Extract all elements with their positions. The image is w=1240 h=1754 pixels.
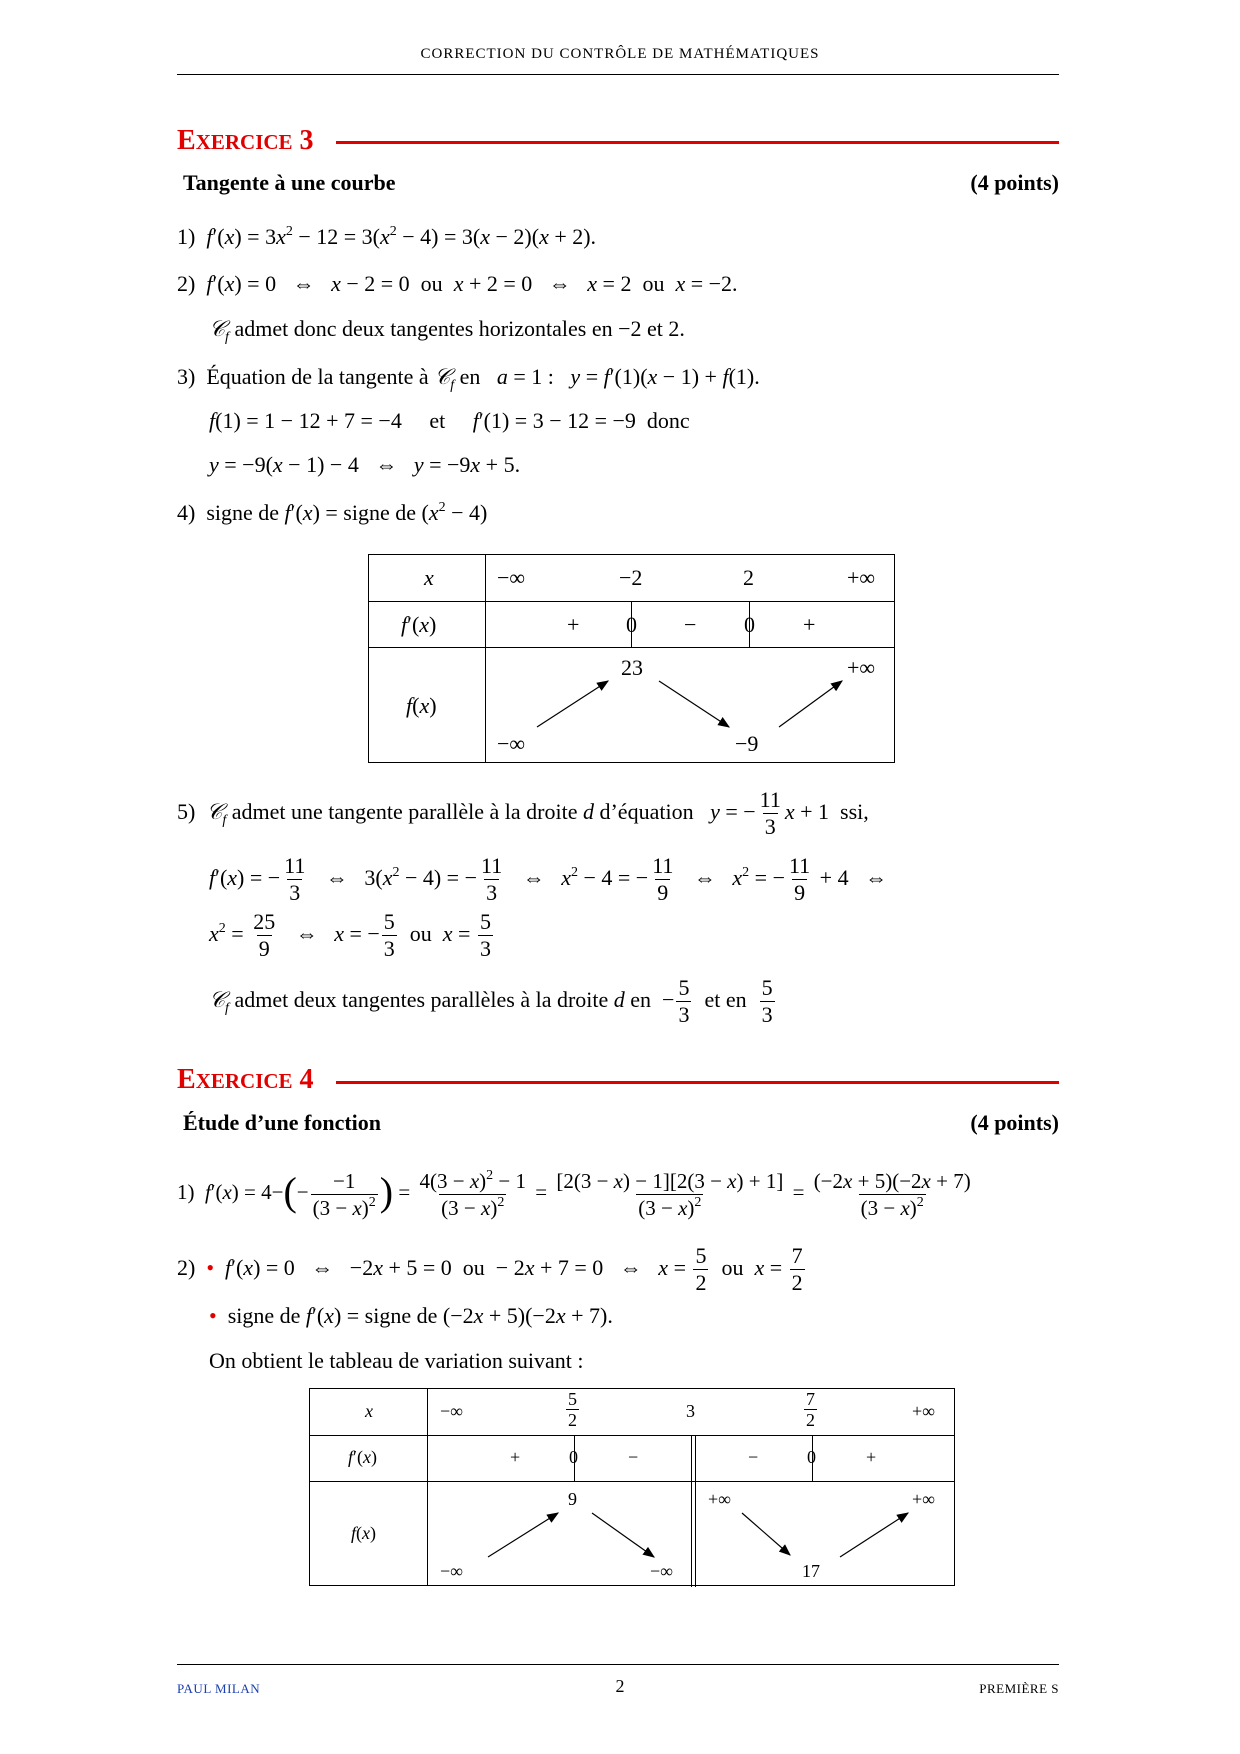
sign-zero: 0: [626, 612, 637, 637]
ex3-q2: 2) f′(x) = 0 ⇔ x − 2 = 0 ou x + 2 = 0 ⇔ x = 2 ou x = −2.: [177, 271, 738, 296]
page-number: 2: [615, 1676, 625, 1696]
table-x-value: −2: [619, 565, 643, 590]
sign-zero: 0: [744, 612, 755, 637]
sign: +: [866, 1447, 877, 1467]
ex3-q3: 3) Équation de la tangente à 𝒞$_f$ en a = 1 : y = f′(1)(x − 1) + f(1).: [177, 364, 760, 393]
exercise-4-points: (4 points): [970, 1110, 1059, 1135]
exercise-4-subtitle: Étude d’une fonction: [183, 1110, 382, 1135]
sign: −: [684, 612, 697, 637]
sign-zero: 0: [569, 1447, 578, 1467]
ex4-variation-table: [309, 1388, 955, 1586]
ex4-q1: 1) f′(x) = 4−(− $\frac{-1}{(3 - x)^2}$ ) = $\frac{4(3 - x)^2 - 1}{(3 - x)^2}$ = $\frac{[2(3 - x) - 1][2(3 - x) + 1]}{(3 - x)^2}$ = $\frac{(-2x + 5)(-2x + 7)}{(3 - x)^2}$: [177, 1167, 971, 1220]
ex4-q2-sign: • signe de f′(x) = signe de (−2x + 5)(−2x + 7).: [209, 1303, 613, 1328]
table-fp-label: f′(x): [348, 1447, 377, 1467]
table-x-value: −∞: [497, 565, 526, 590]
f-value: 23: [621, 655, 643, 680]
footer-level: PREMIÈRE S: [979, 1681, 1059, 1696]
ex3-q2-conclusion: 𝒞$_f$ admet donc deux tangentes horizontales en −2 et 2.: [209, 316, 685, 345]
ex3-q5-line2: f′(x) = − $\frac{11}{3}$ ⇔ $3(x^2 - 4)$ = − $\frac{11}{3}$ ⇔ $x^2 - 4$ = − $\frac{11}{9}$ ⇔ $x^2$ = − $\frac{11}{9}$ + 4 ⇔: [209, 853, 888, 906]
ex3-q3-line2: f(1) = 1 − 12 + 7 = −4 et f′(1) = 3 − 12 = −9 donc: [209, 408, 690, 433]
f-value: 9: [568, 1489, 577, 1509]
table-f-label: f(x): [351, 1523, 377, 1543]
f-value: −∞: [650, 1561, 673, 1581]
table-f-label: f(x): [406, 693, 437, 718]
f-value: +∞: [912, 1489, 935, 1509]
f-value: +∞: [847, 655, 876, 680]
table-x-value: 2: [743, 565, 754, 590]
table-x-label: x: [424, 565, 434, 590]
exercise-3-title: EXERCICE 3: [177, 125, 314, 156]
f-value: −9: [735, 731, 759, 756]
exercise-3-rule: [336, 141, 1059, 144]
sign: −: [748, 1447, 759, 1467]
ex3-q5-line3: $x^2$ = $\frac{25}{9}$ ⇔ x = − $\frac{5}{3}$ ou x = $\frac{5}{3}$: [209, 909, 491, 962]
ex3-q4: 4) signe de f′(x) = signe de $(x^2 - 4)$: [177, 500, 488, 525]
ex3-variation-table: [368, 554, 895, 763]
f-value: +∞: [708, 1489, 731, 1509]
f-value: 17: [802, 1561, 820, 1581]
f-value: −∞: [497, 731, 526, 756]
table-x-value: −∞: [440, 1401, 463, 1421]
ex4-q2: 2) • f′(x) = 0 ⇔ −2x + 5 = 0 ou − 2x + 7 = 0 ⇔ x = $\frac{5}{2}$ ou x = $\frac{7}{2}$: [177, 1243, 803, 1296]
header-rule: [177, 74, 1059, 75]
exercise-4-title: EXERCICE 4: [177, 1064, 314, 1095]
page-header: CORRECTION DU CONTRÔLE DE MATHÉMATIQUES: [420, 46, 820, 62]
sign: +: [567, 612, 580, 637]
table-x-value: $\frac{7}{2}$: [806, 1389, 815, 1430]
footer-author: PAUL MILAN: [177, 1681, 261, 1696]
exercise-4-rule: [336, 1081, 1059, 1084]
sign: −: [628, 1447, 639, 1467]
table-x-value: +∞: [912, 1401, 935, 1421]
table-x-value: 3: [686, 1401, 695, 1421]
f-value: −∞: [440, 1561, 463, 1581]
table-x-label: x: [365, 1401, 373, 1421]
sign: +: [510, 1447, 521, 1467]
variation-arrows: [369, 555, 896, 764]
ex3-q1: 1) $f'(x) = 3x^2 - 12 = 3(x^2 - 4) = 3(x - 2)(x + 2)$.: [177, 224, 597, 249]
table-fp-label: f′(x): [401, 612, 437, 637]
exercise-3-points: (4 points): [970, 170, 1059, 195]
ex3-q5: 5) 𝒞$_f$ admet une tangente parallèle à la droite d d’équation y = − $\frac{11}{3}$ x + 1 ssi,: [177, 787, 869, 840]
sign-zero: 0: [807, 1447, 816, 1467]
ex3-q5-conclusion: 𝒞$_f$ admet deux tangentes parallèles à la droite d en − $\frac{5}{3}$ et en $\frac{5}{3}$: [209, 975, 773, 1028]
ex3-q3-line3: y = −9(x − 1) − 4 ⇔ y = −9x + 5.: [209, 452, 521, 477]
table-x-value: $\frac{5}{2}$: [568, 1389, 577, 1430]
exercise-3-subtitle: Tangente à une courbe: [183, 170, 396, 195]
footer-rule: [177, 1664, 1059, 1665]
ex4-q2-obtain: On obtient le tableau de variation suivant :: [209, 1348, 584, 1373]
table-x-value: +∞: [847, 565, 876, 590]
variation-arrows: [310, 1389, 956, 1587]
sign: +: [803, 612, 816, 637]
